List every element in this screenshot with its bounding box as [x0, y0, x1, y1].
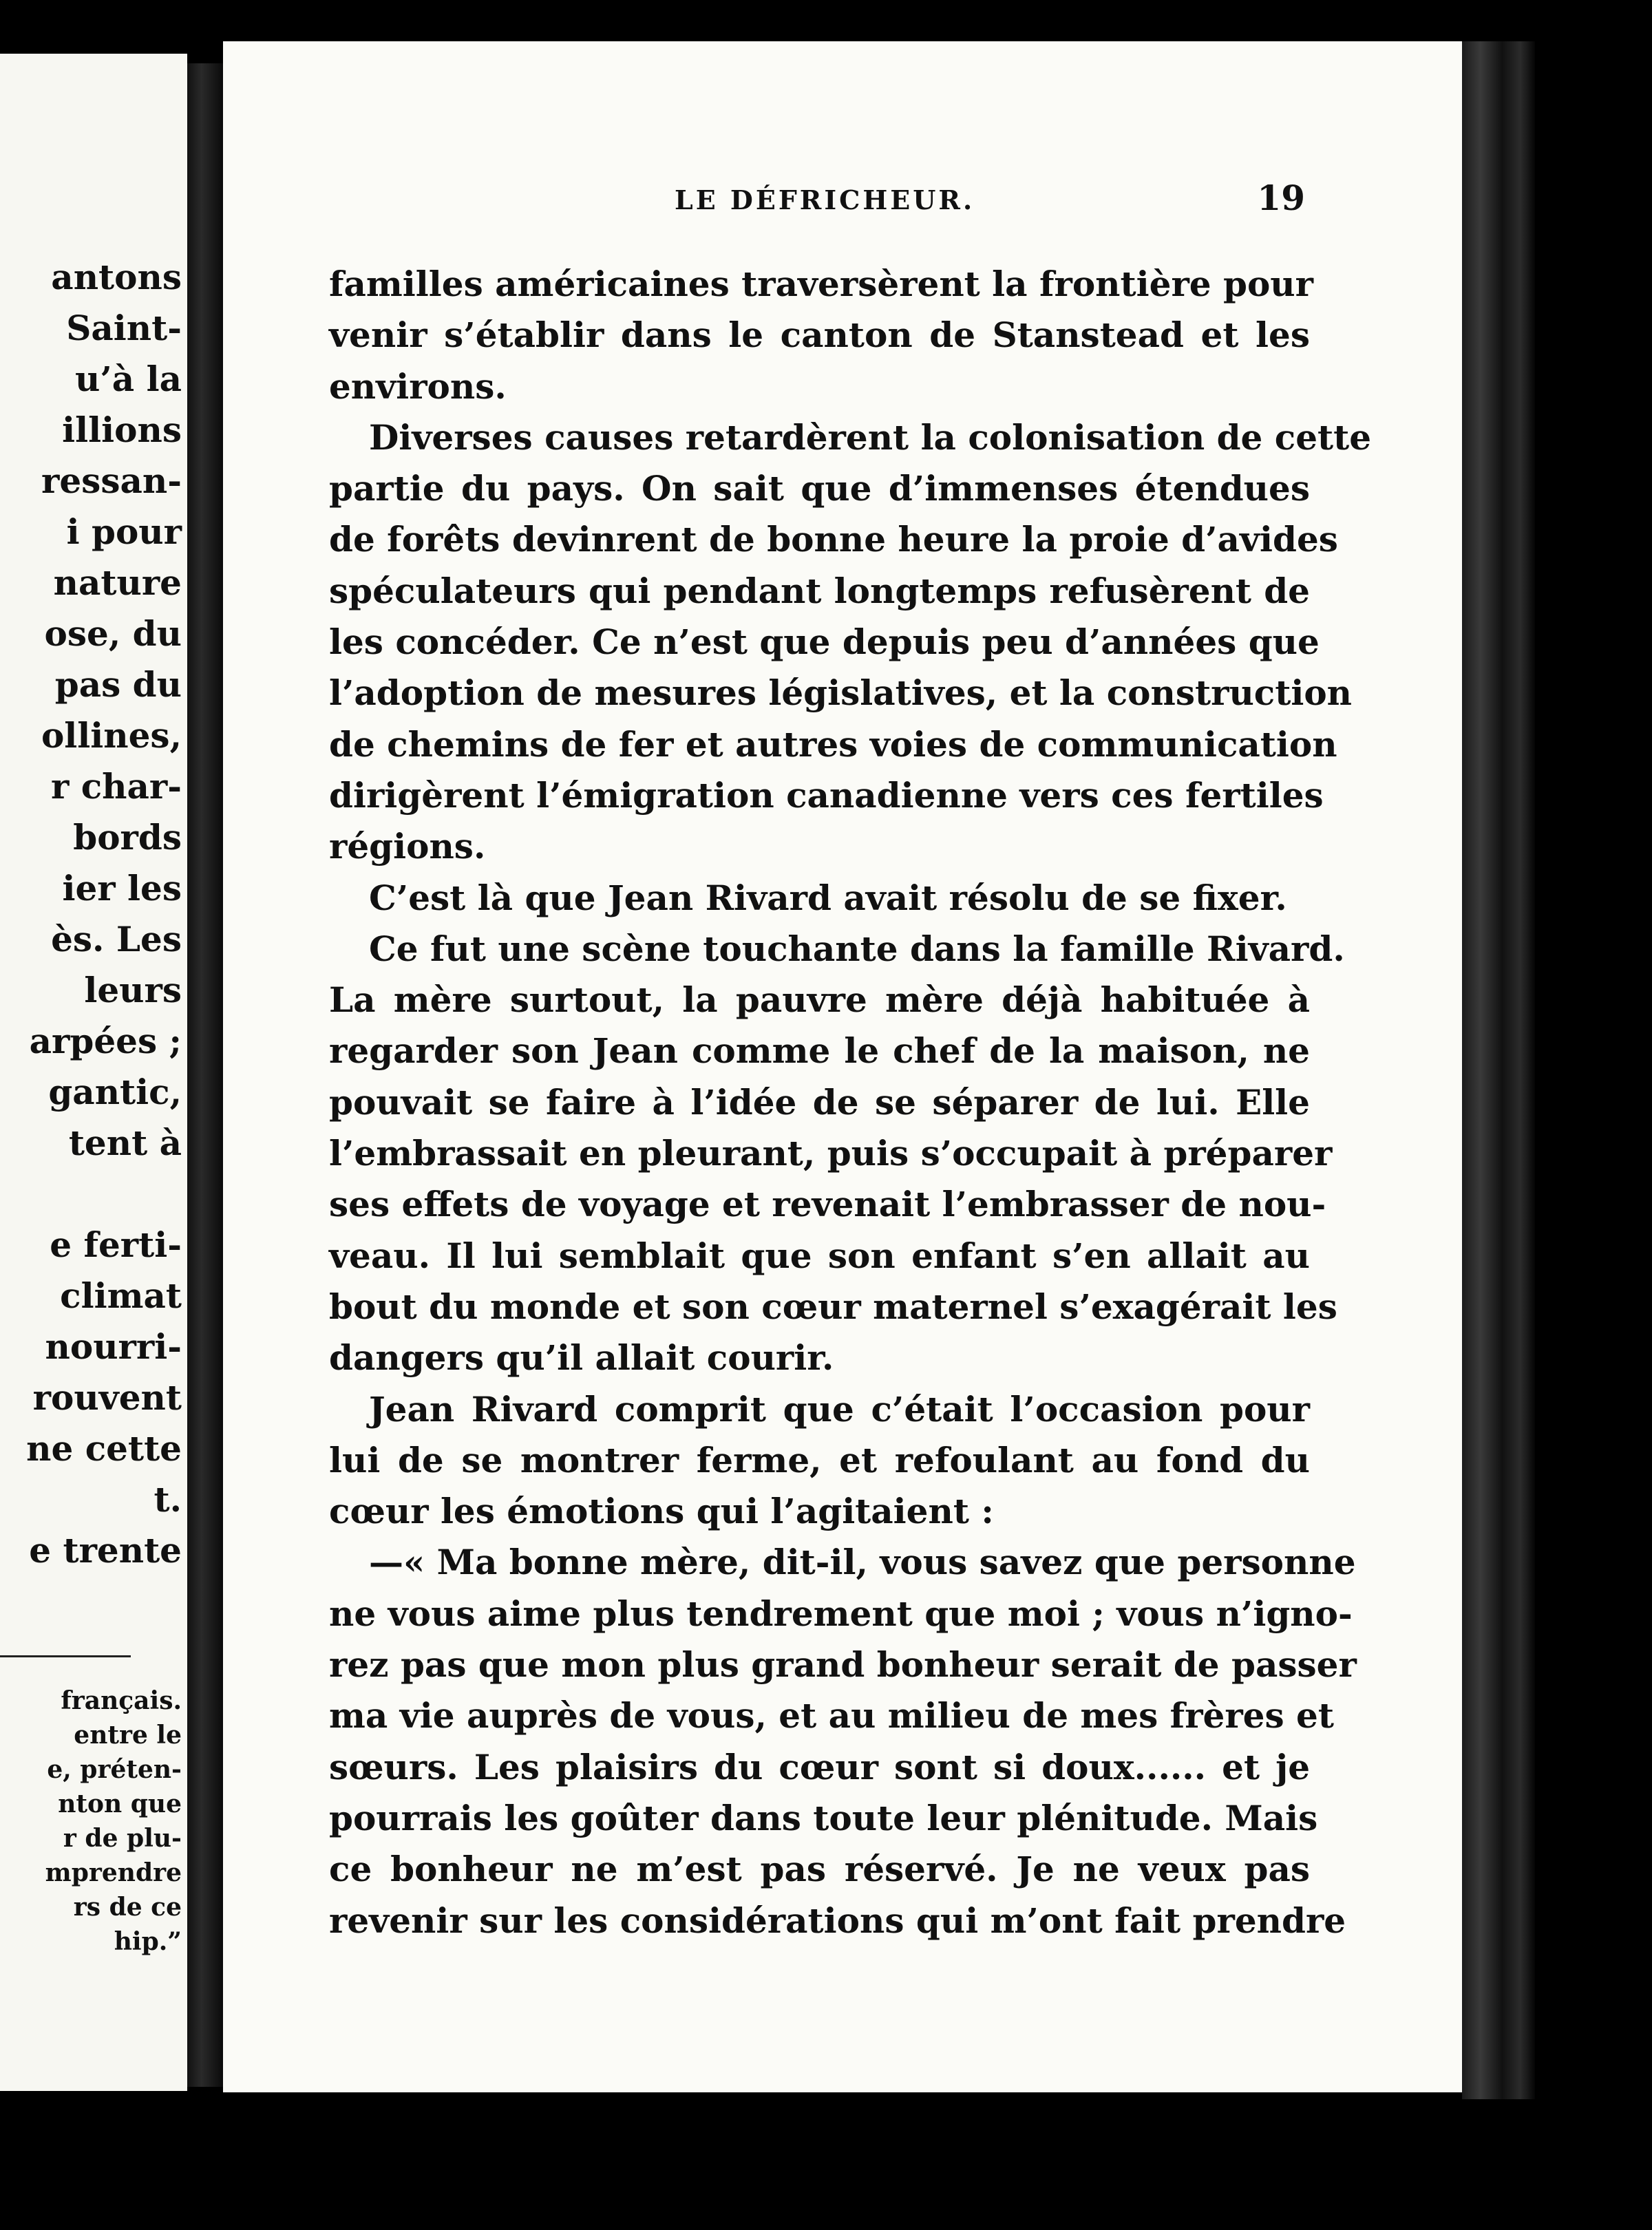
page-number: 19 — [1257, 178, 1305, 218]
text-line: dirigèrent l’émigration canadienne vers ces fertiles — [329, 774, 1324, 816]
left-page-text — [0, 252, 184, 1576]
text-line: familles américaines traversèrent la frontière pour — [329, 264, 1314, 304]
left-text-line: ollines, — [41, 715, 182, 756]
left-text-line: t. — [153, 1479, 182, 1520]
left-footnote-line: nton que — [58, 1790, 182, 1818]
left-text-line: ose, du — [44, 613, 182, 654]
text-line: venir s’établir dans le canton de Stanstead et les — [329, 315, 1310, 356]
text-line: —« Ma bonne mère, dit-il, vous savez que personne — [369, 1542, 1356, 1583]
text-line: pourrais les goûter dans toute leur plénitude. Mais — [329, 1797, 1318, 1838]
left-text-line: e trente — [29, 1530, 182, 1571]
text-line: dangers qu’il allait courir. — [329, 1337, 834, 1379]
left-text-line: ès. Les — [51, 919, 182, 959]
text-line: l’embrassait en pleurant, puis s’occupait à préparer — [329, 1133, 1333, 1174]
text-line: veau. Il lui semblait que son enfant s’en allait au — [329, 1235, 1310, 1276]
left-text-line: illions — [62, 410, 182, 450]
text-line: rez pas que mon plus grand bonheur serait de passer — [329, 1644, 1357, 1686]
left-footnote-line: r de plu- — [63, 1824, 182, 1853]
left-text-line: e ferti- — [50, 1224, 182, 1265]
text-line: Ce fut une scène touchante dans la famille Rivard. — [369, 928, 1345, 969]
text-line: les concéder. Ce n’est que depuis peu d’années que — [329, 622, 1320, 663]
left-text-line: nourri- — [45, 1326, 182, 1367]
body-text — [329, 259, 1372, 1946]
left-footnote-line: entre le — [74, 1721, 182, 1750]
text-line: l’adoption de mesures législatives, et la construction — [329, 672, 1353, 714]
left-footnote-line: mprendre — [45, 1858, 182, 1887]
text-line: ma vie auprès de vous, et au milieu de mes frères et — [329, 1695, 1334, 1737]
left-text-line: r char- — [50, 766, 182, 807]
text-line: La mère surtout, la pauvre mère déjà habituée à — [329, 979, 1310, 1021]
text-line: bout du monde et son cœur maternel s’exagérait les — [329, 1286, 1337, 1327]
left-footnote-line: hip.” — [114, 1927, 182, 1956]
text-line: de forêts devinrent de bonne heure la proie d’avides — [329, 519, 1338, 560]
left-text-line: ier les — [62, 868, 182, 909]
left-text-line: i pour — [66, 511, 182, 552]
text-line: lui de se montrer ferme, et refoulant au fond du — [329, 1439, 1310, 1480]
left-footnote-line: rs de ce — [73, 1893, 182, 1922]
text-line: revenir sur les considérations qui m’ont fait prendre — [329, 1900, 1346, 1941]
left-facing-page — [0, 54, 187, 2091]
book-gutter — [187, 63, 223, 2087]
left-page-footnotes — [0, 1684, 184, 1959]
left-text-line: antons — [51, 257, 182, 297]
page-header — [330, 178, 1315, 233]
text-line: regarder son Jean comme le chef de la maison, ne — [329, 1030, 1310, 1072]
footnote-rule — [0, 1655, 131, 1657]
left-text-line: gantic, — [48, 1072, 182, 1112]
text-line: ses effets de voyage et revenait l’embrasser de nou- — [329, 1184, 1326, 1225]
left-text-line: u’à la — [75, 359, 182, 399]
running-head: LE DÉFRICHEUR. — [675, 184, 975, 215]
text-line: environs. — [329, 365, 507, 407]
left-text-line: ne cette — [26, 1428, 182, 1469]
text-line: Diverses causes retardèrent la colonisation de cette — [369, 416, 1372, 458]
text-line: spéculateurs qui pendant longtemps refusèrent de — [329, 570, 1310, 611]
text-line: régions. — [329, 826, 486, 867]
text-line: partie du pays. On sait que d’immenses étendues — [329, 468, 1310, 509]
text-line: ne vous aime plus tendrement que moi ; vous n’igno- — [329, 1593, 1353, 1634]
text-line: de chemins de fer et autres voies de communication — [329, 723, 1337, 765]
text-line: pouvait se faire à l’idée de se séparer de lui. Elle — [329, 1081, 1310, 1123]
text-line: ce bonheur ne m’est pas réservé. Je ne veux pas — [329, 1849, 1310, 1890]
left-text-line: leurs — [84, 970, 182, 1010]
left-footnote-line: e, préten- — [47, 1755, 182, 1784]
left-footnote-line: français. — [61, 1686, 182, 1715]
page-edges — [1462, 41, 1535, 2099]
text-line: C’est là que Jean Rivard avait résolu de se fixer. — [369, 877, 1287, 918]
left-text-line: rouvent — [32, 1377, 182, 1418]
left-text-line: Saint- — [66, 308, 182, 348]
left-text-line: climat — [60, 1275, 182, 1316]
text-line: sœurs. Les plaisirs du cœur sont si doux...... et je — [329, 1746, 1310, 1787]
text-line: Jean Rivard comprit que c’était l’occasion pour — [369, 1388, 1310, 1430]
left-text-line: nature — [53, 562, 182, 603]
left-text-line: pas du — [54, 664, 182, 705]
left-text-line: bords — [73, 817, 182, 858]
left-text-line — [0, 1169, 184, 1220]
text-line: cœur les émotions qui l’agitaient : — [329, 1491, 994, 1532]
left-text-line: arpées ; — [29, 1021, 182, 1061]
left-text-line: tent à — [68, 1123, 182, 1163]
left-text-line: ressan- — [41, 460, 182, 501]
